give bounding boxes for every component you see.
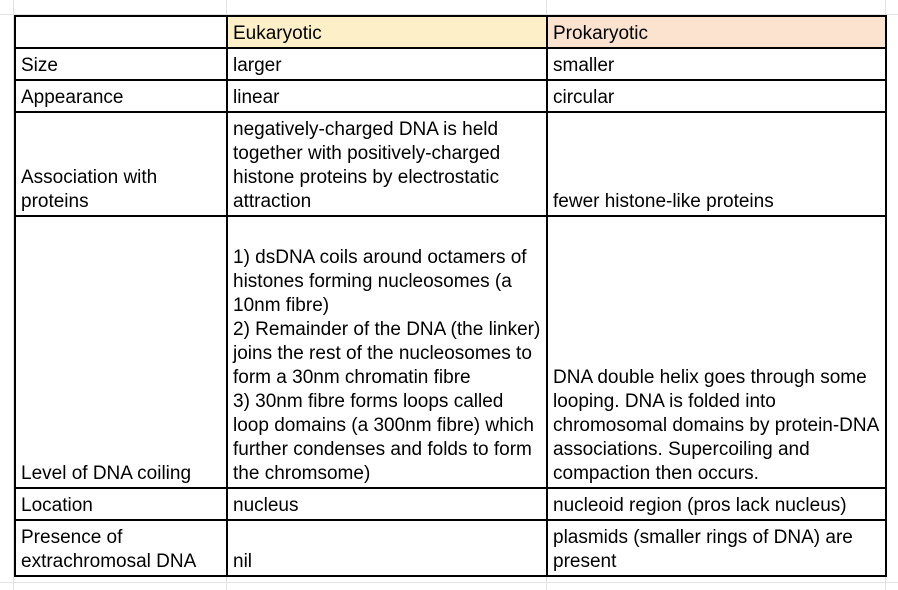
table-row (15, 488, 886, 520)
gridline (0, 582, 898, 583)
eukaryotic-cell[interactable]: linear (227, 80, 547, 112)
prokaryotic-cell[interactable]: circular (547, 80, 886, 112)
header-row (15, 16, 886, 48)
prokaryotic-cell[interactable]: fewer histone-like proteins (547, 112, 886, 216)
header-cell-blank[interactable] (15, 16, 227, 48)
row-label-cell[interactable]: Appearance (15, 80, 227, 112)
row-label-cell[interactable]: Association with proteins (15, 112, 227, 216)
prokaryotic-cell[interactable]: DNA double helix goes through some looping. DNA is folded into chromosomal domains by protein-DNA associations. Supercoiling and compaction then occurs. (547, 216, 886, 488)
comparison-table (14, 15, 887, 577)
eukaryotic-cell[interactable]: larger (227, 48, 547, 80)
prokaryotic-cell[interactable]: smaller (547, 48, 886, 80)
table-row (15, 112, 886, 216)
header-cell-eukaryotic[interactable]: Eukaryotic (227, 16, 547, 48)
table-row (15, 80, 886, 112)
row-label-cell[interactable]: Presence of extrachromosal DNA (15, 520, 227, 576)
eukaryotic-cell[interactable]: negatively-charged DNA is held together with positively-charged histone proteins by electrostatic attraction (227, 112, 547, 216)
row-label-cell[interactable]: Level of DNA coiling (15, 216, 227, 488)
table-row (15, 48, 886, 80)
row-label-cell[interactable]: Size (15, 48, 227, 80)
eukaryotic-cell[interactable]: 1) dsDNA coils around octamers of histones forming nucleosomes (a 10nm fibre) 2) Remainder of the DNA (the linker) joins the rest of the nucleosomes to form a 30nm chromatin fibre 3) 30nm fibre forms loops called loop domains (a 300nm fibre) which further condenses and folds to form the chromsome) (227, 216, 547, 488)
row-label-cell[interactable]: Location (15, 488, 227, 520)
eukaryotic-cell[interactable]: nucleus (227, 488, 547, 520)
eukaryotic-cell[interactable]: nil (227, 520, 547, 576)
table-row (15, 216, 886, 488)
table-row (15, 520, 886, 576)
prokaryotic-cell[interactable]: plasmids (smaller rings of DNA) are present (547, 520, 886, 576)
prokaryotic-cell[interactable]: nucleoid region (pros lack nucleus) (547, 488, 886, 520)
header-cell-prokaryotic[interactable]: Prokaryotic (547, 16, 886, 48)
